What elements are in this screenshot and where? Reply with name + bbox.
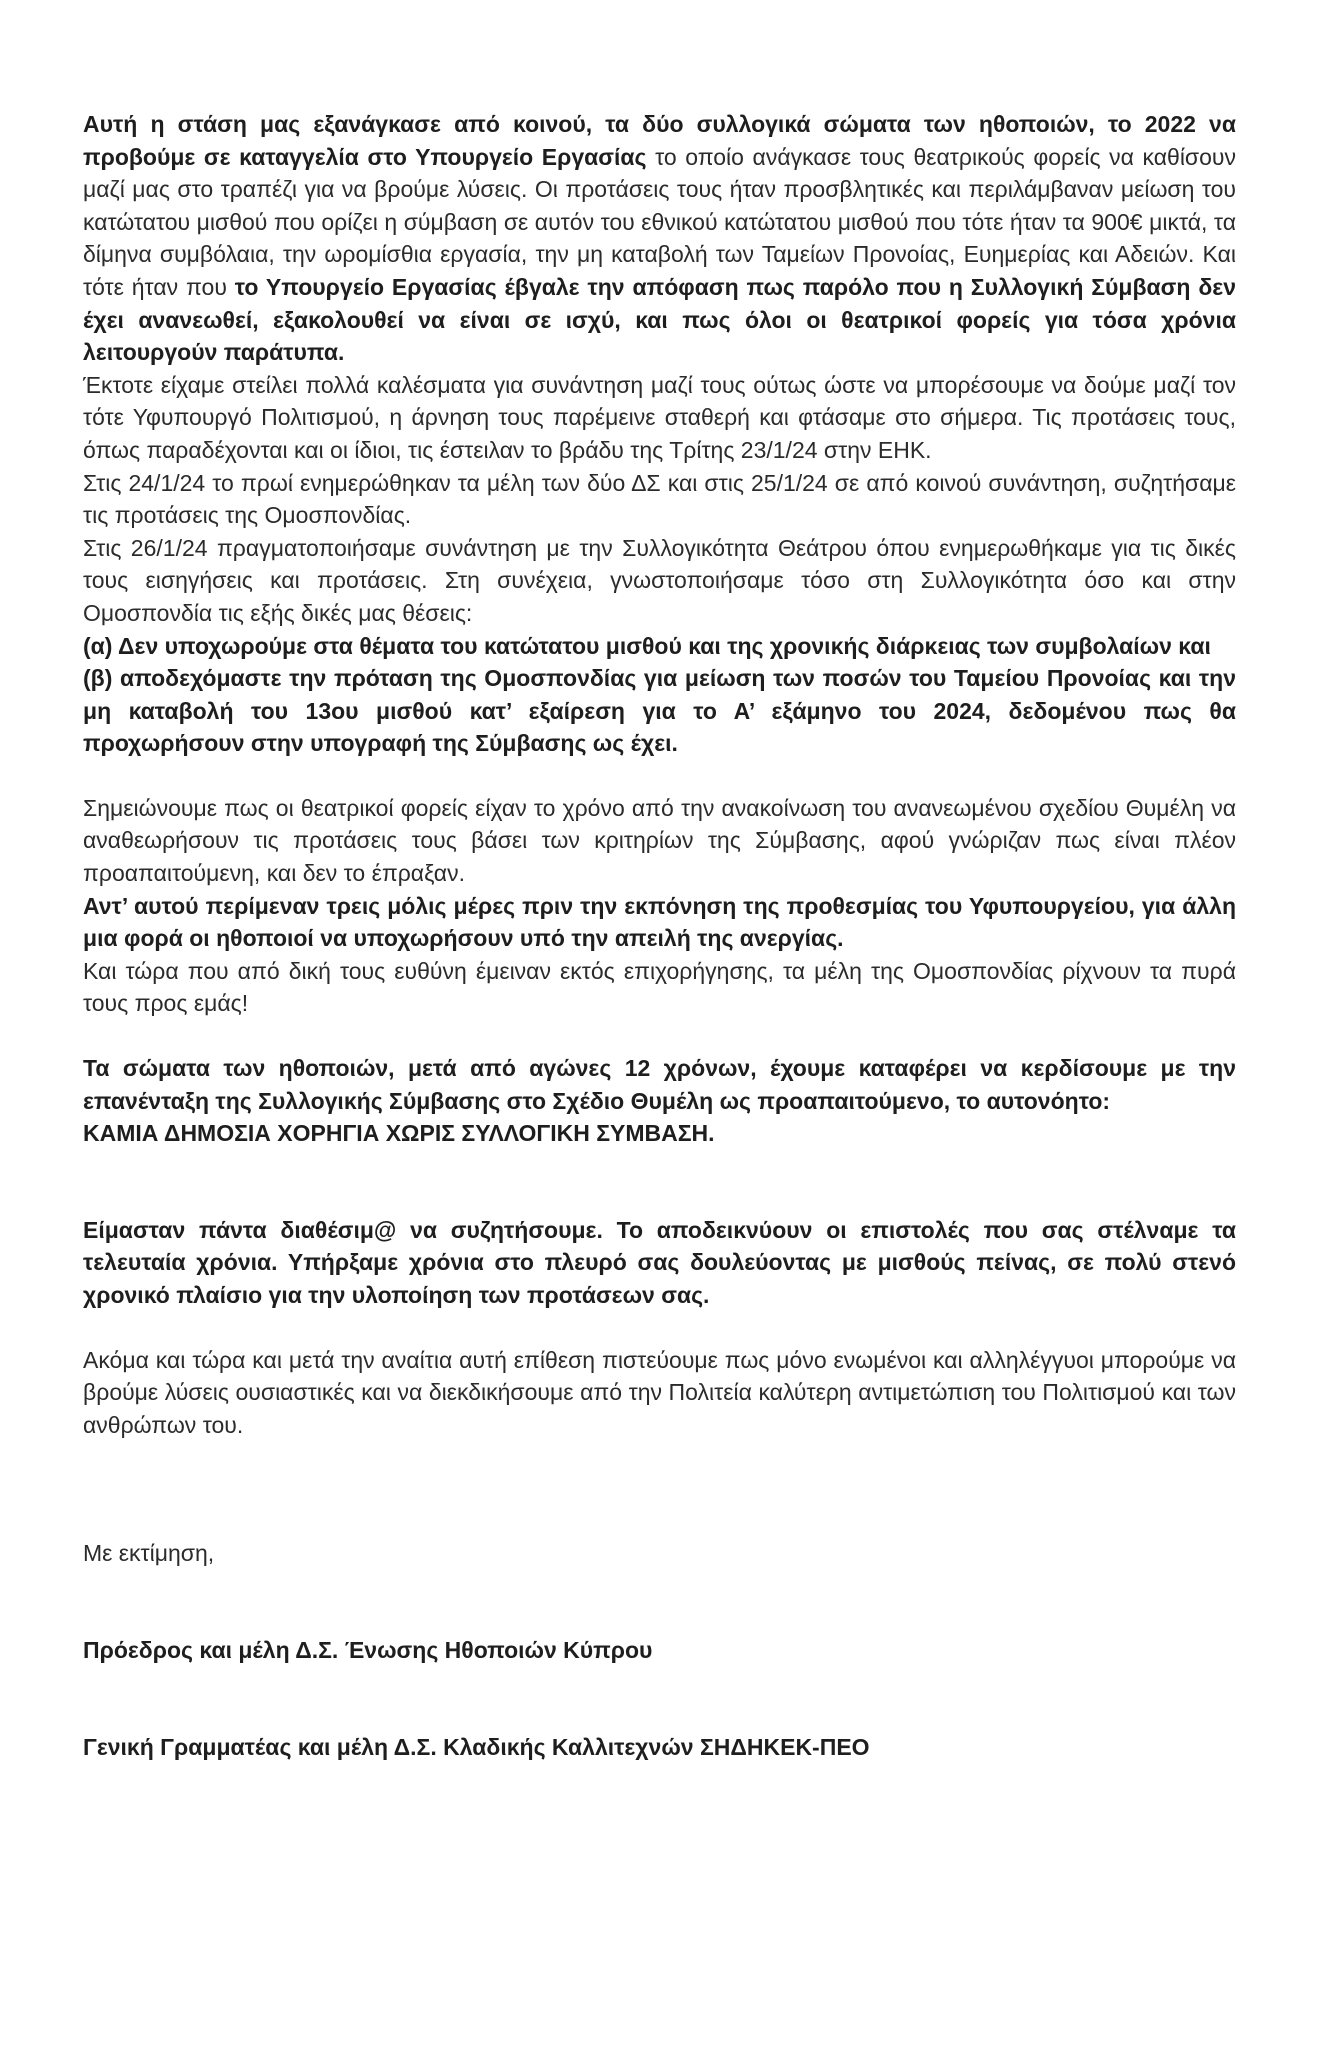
achievement-text: Τα σώματα των ηθοποιών, μετά από αγώνες 12 χρόνων, έχουμε καταφέρει να κερδίσουμε με την επανένταξη της Συλλογικής Σύμβασης στο Σχέδιο Θυμέλη ως προαπαιτούμενο, το αυτονόητο:	[83, 1055, 1236, 1114]
paragraph-invitations: Έκτοτε είχαμε στείλει πολλά καλέσματα για συνάντηση μαζί τους ούτως ώστε να μπορέσουμε να δούμε μαζί τον τότε Υφυπουργό Πολιτισμού, η άρνηση τους παρέμεινε σταθερή και φτάσαμε στο σήμερα. Τις προτάσεις τους, όπως παραδέχονται και οι ίδιοι, τις έστειλαν το βράδυ της Τρίτης 23/1/24 στην ΕΗΚ.	[83, 371, 1236, 463]
signature-actors-union: Πρόεδρος και μέλη Δ.Σ. Ένωσης Ηθοποιών Κύπρου	[83, 1636, 653, 1663]
paragraph-board-meeting: Στις 24/1/24 το πρωί ενημερώθηκαν τα μέλη των δύο ΔΣ και στις 25/1/24 σε από κοινού συνάντηση, συζητήσαμε τις προτάσεις της Ομοσπονδίας.	[83, 469, 1236, 529]
position-b: (β) αποδεχόμαστε την πρόταση της Ομοσπονδίας για μείωση των ποσών του Ταμείου Προνοίας και την μη καταβολή του 13ου μισθού κατ’ εξαίρεση για το Α’ εξάμηνο του 2024, δεδομένου πως θα προχωρήσουν στην υπογραφή της Σύμβασης ως έχει.	[83, 665, 1236, 757]
paragraph-solidarity: Ακόμα και τώρα και μετά την αναίτια αυτή επίθεση πιστεύουμε πως μόνο ενωμένοι και αλληλέγγυοι μπορούμε να βρούμε λύσεις ουσιαστικές και να διεκδικήσουμε από την Πολιτεία καλύτερη αντιμετώπιση του Πολιτισμού και των ανθρώπων του.	[83, 1346, 1236, 1438]
ministry-decision-text: το Υπουργείο Εργασίας έβγαλε την απόφαση πως παρόλο που η Συλλογική Σύμβαση δεν έχει ανανεωθεί, εξακολουθεί να είναι σε ισχύ, και πως όλοι οι θεατρικοί φορείς για τόσα χρόνια λειτουργούν παράτυπα.	[83, 273, 1236, 366]
complaint-text: το οποίο ανάγκασε τους θεατρικούς φορείς να καθίσουν μαζί μας στο τραπέζι για να βρούμε λύσεις. Οι προτάσεις τους ήταν προσβλητικές και περιλάμβαναν μείωση του κατώτατου μισθού που ορίζει η σύμβαση σε αυτόν του εθνικού κατώτατου μισθού που τότε ήταν τα 900€ μικτά, τα δίμηνα συμβόλαια, την ωρομίσθια εργασία, την μη καταβολή των Ταμείων Προνοίας, Ευημερίας και Αδειών. Και τότε ήταν που	[83, 143, 1236, 300]
position-a: (α) Δεν υποχωρούμε στα θέματα του κατώτατου μισθού και της χρονικής διάρκειας των συμβολαίων και	[83, 632, 1211, 659]
paragraph-thymeli-plan: Σημειώνουμε πως οι θεατρικοί φορείς είχαν το χρόνο από την ανακοίνωση του ανανεωμένου σχεδίου Θυμέλη να αναθεωρήσουν τις προτάσεις τους βάσει των κριτηρίων της Σύμβασης, αφού γνώριζαν πως είναι πλέον προαπαιτούμενη, και δεν το έπραξαν.	[83, 794, 1236, 887]
paragraph-threat: Αντ’ αυτού περίμεναν τρεις μόλις μέρες πριν την εκπόνηση της προθεσμίας του Υφυπουργείου, για άλλη μια φορά οι ηθοποιοί να υποχωρήσουν υπό την απειλή της ανεργίας.	[83, 892, 1236, 952]
slogan-text: ΚΑΜΙΑ ΔΗΜΟΣΙΑ ΧΟΡΗΓΙΑ ΧΩΡΙΣ ΣΥΛΛΟΓΙΚΗ ΣΥΜΒΑΣΗ.	[83, 1120, 715, 1147]
paragraph-complaint	[83, 108, 1236, 369]
paragraph-collective-meeting: Στις 26/1/24 πραγματοποιήσαμε συνάντηση με την Συλλογικότητα Θεάτρου όπου ενημερωθήκαμε για τις δικές τους εισηγήσεις και προτάσεις. Στη συνέχεια, γνωστοποιήσαμε τόσο στη Συλλογικότητα όσο και στην Ομοσπονδία τις εξής δικές μας θέσεις:	[83, 534, 1236, 626]
paragraph-availability: Είμασταν πάντα διαθέσιμ@ να συζητήσουμε. Το αποδεικνύουν οι επιστολές που σας στέλναμε τα τελευταία χρόνια. Υπήρξαμε χρόνια στο πλευρό σας δουλεύοντας με μισθούς πείνας, σε πολύ στενό χρονικό πλαίσιο για την υλοποίηση των προτάσεων σας.	[83, 1216, 1236, 1308]
closing-salutation: Με εκτίμηση,	[83, 1540, 215, 1567]
signature-sidikek-peo: Γενική Γραμματέας και μέλη Δ.Σ. Κλαδικής Καλλιτεχνών ΣΗΔΗΚΕΚ-ΠΕΟ	[83, 1733, 870, 1760]
complaint-bold-text: Αυτή η στάση μας εξανάγκασε από κοινού, τα δύο συλλογικά σώματα των ηθοποιών, το 2022 να προβούμε σε καταγγελία στο Υπουργείο Εργασίας	[83, 111, 1236, 170]
paragraph-blame: Και τώρα που από δική τους ευθύνη έμειναν εκτός επιχορήγησης, τα μέλη της Ομοσπονδίας ρίχνουν τα πυρά τους προς εμάς!	[83, 957, 1236, 1017]
paragraph-achievement	[83, 1052, 1236, 1150]
